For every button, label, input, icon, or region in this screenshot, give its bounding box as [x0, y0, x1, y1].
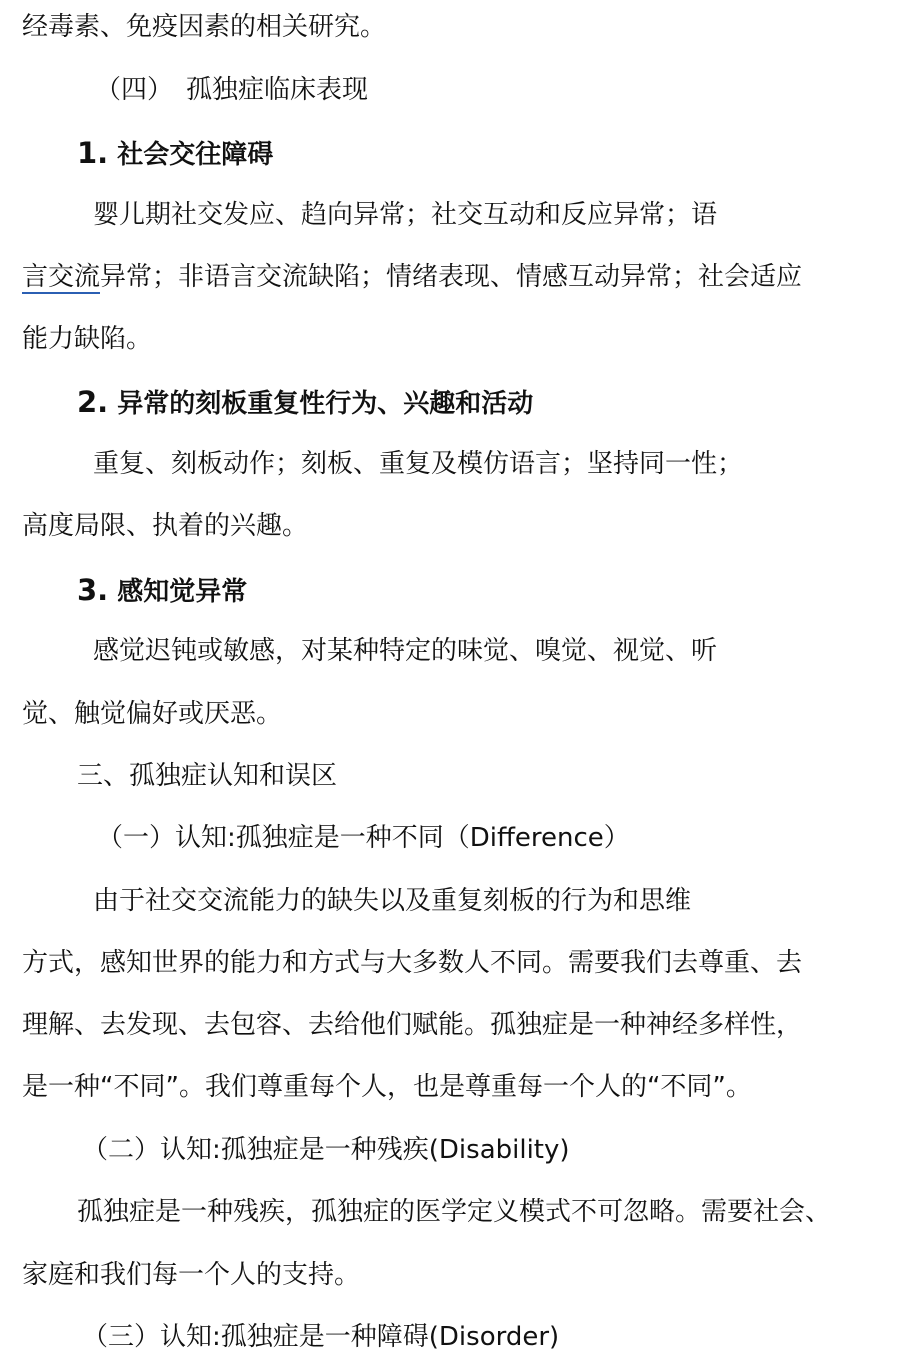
heading-text: 异常的刻板重复性行为、兴趣和活动	[117, 389, 534, 419]
subsection-heading	[97, 821, 630, 855]
paragraph-line	[22, 322, 152, 356]
subsection-heading	[82, 1133, 570, 1167]
text: 能力缺陷。	[22, 324, 153, 354]
paragraph-line	[22, 946, 802, 980]
text: （二）认知:孤独症是一种残疾(Disability)	[82, 1135, 570, 1165]
paragraph-line	[22, 1070, 752, 1104]
text: 经毒素、免疫因素的相关研究。	[22, 12, 387, 42]
paragraph-line	[77, 1195, 831, 1229]
paragraph-line	[93, 884, 691, 918]
heading-number: 1.	[77, 136, 109, 170]
text: 家庭和我们每一个人的支持。	[22, 1260, 361, 1290]
text: 孤独症是一种残疾，孤独症的医学定义模式不可忽略。需要社会、	[77, 1197, 832, 1227]
paragraph-line	[22, 1008, 802, 1042]
text: （四） 孤独症临床表现	[95, 75, 369, 105]
text: 由于社交交流能力的缺失以及重复刻板的行为和思维	[93, 886, 692, 916]
paragraph-line	[22, 260, 802, 294]
paragraph-line	[22, 10, 386, 44]
heading-text: 社会交往障碍	[117, 140, 274, 170]
numbered-heading	[77, 385, 533, 419]
heading-text: 感知觉异常	[117, 577, 248, 607]
text: 是一种“不同”。我们尊重每个人，也是尊重每一个人的“不同”。	[22, 1072, 752, 1102]
text: 感觉迟钝或敏感，对某种特定的味觉、嗅觉、视觉、听	[93, 636, 718, 666]
heading-number: 3.	[77, 573, 109, 607]
section-heading	[77, 759, 337, 793]
numbered-heading	[77, 573, 247, 607]
section-heading	[95, 73, 368, 107]
text: 觉、触觉偏好或厌恶。	[22, 699, 283, 729]
text: 重复、刻板动作；刻板、重复及模仿语言；坚持同一性；	[93, 449, 744, 479]
text: 理解、去发现、去包容、去给他们赋能。孤独症是一种神经多样性，	[22, 1010, 803, 1040]
heading-number: 2.	[77, 385, 109, 419]
paragraph-line	[22, 509, 308, 543]
paragraph-line	[93, 634, 717, 668]
subsection-heading	[82, 1320, 559, 1354]
text: 婴儿期社交发应、趋向异常；社交互动和反应异常；语	[93, 200, 718, 230]
paragraph-line	[22, 1258, 360, 1292]
text: 三、孤独症认知和误区	[77, 761, 338, 791]
spellcheck-underlined-text: 言交流	[22, 262, 101, 292]
text: （三）认知:孤独症是一种障碍(Disorder)	[82, 1322, 560, 1352]
text: 方式，感知世界的能力和方式与大多数人不同。需要我们去尊重、去	[22, 948, 803, 978]
paragraph-line	[22, 697, 282, 731]
text: 高度局限、执着的兴趣。	[22, 511, 309, 541]
text: 异常；非语言交流缺陷；情绪表现、情感互动异常；社会适应	[100, 262, 803, 292]
paragraph-line	[93, 447, 743, 481]
text: （一）认知:孤独症是一种不同（Difference）	[97, 823, 630, 853]
paragraph-line	[93, 198, 717, 232]
numbered-heading	[77, 136, 273, 170]
